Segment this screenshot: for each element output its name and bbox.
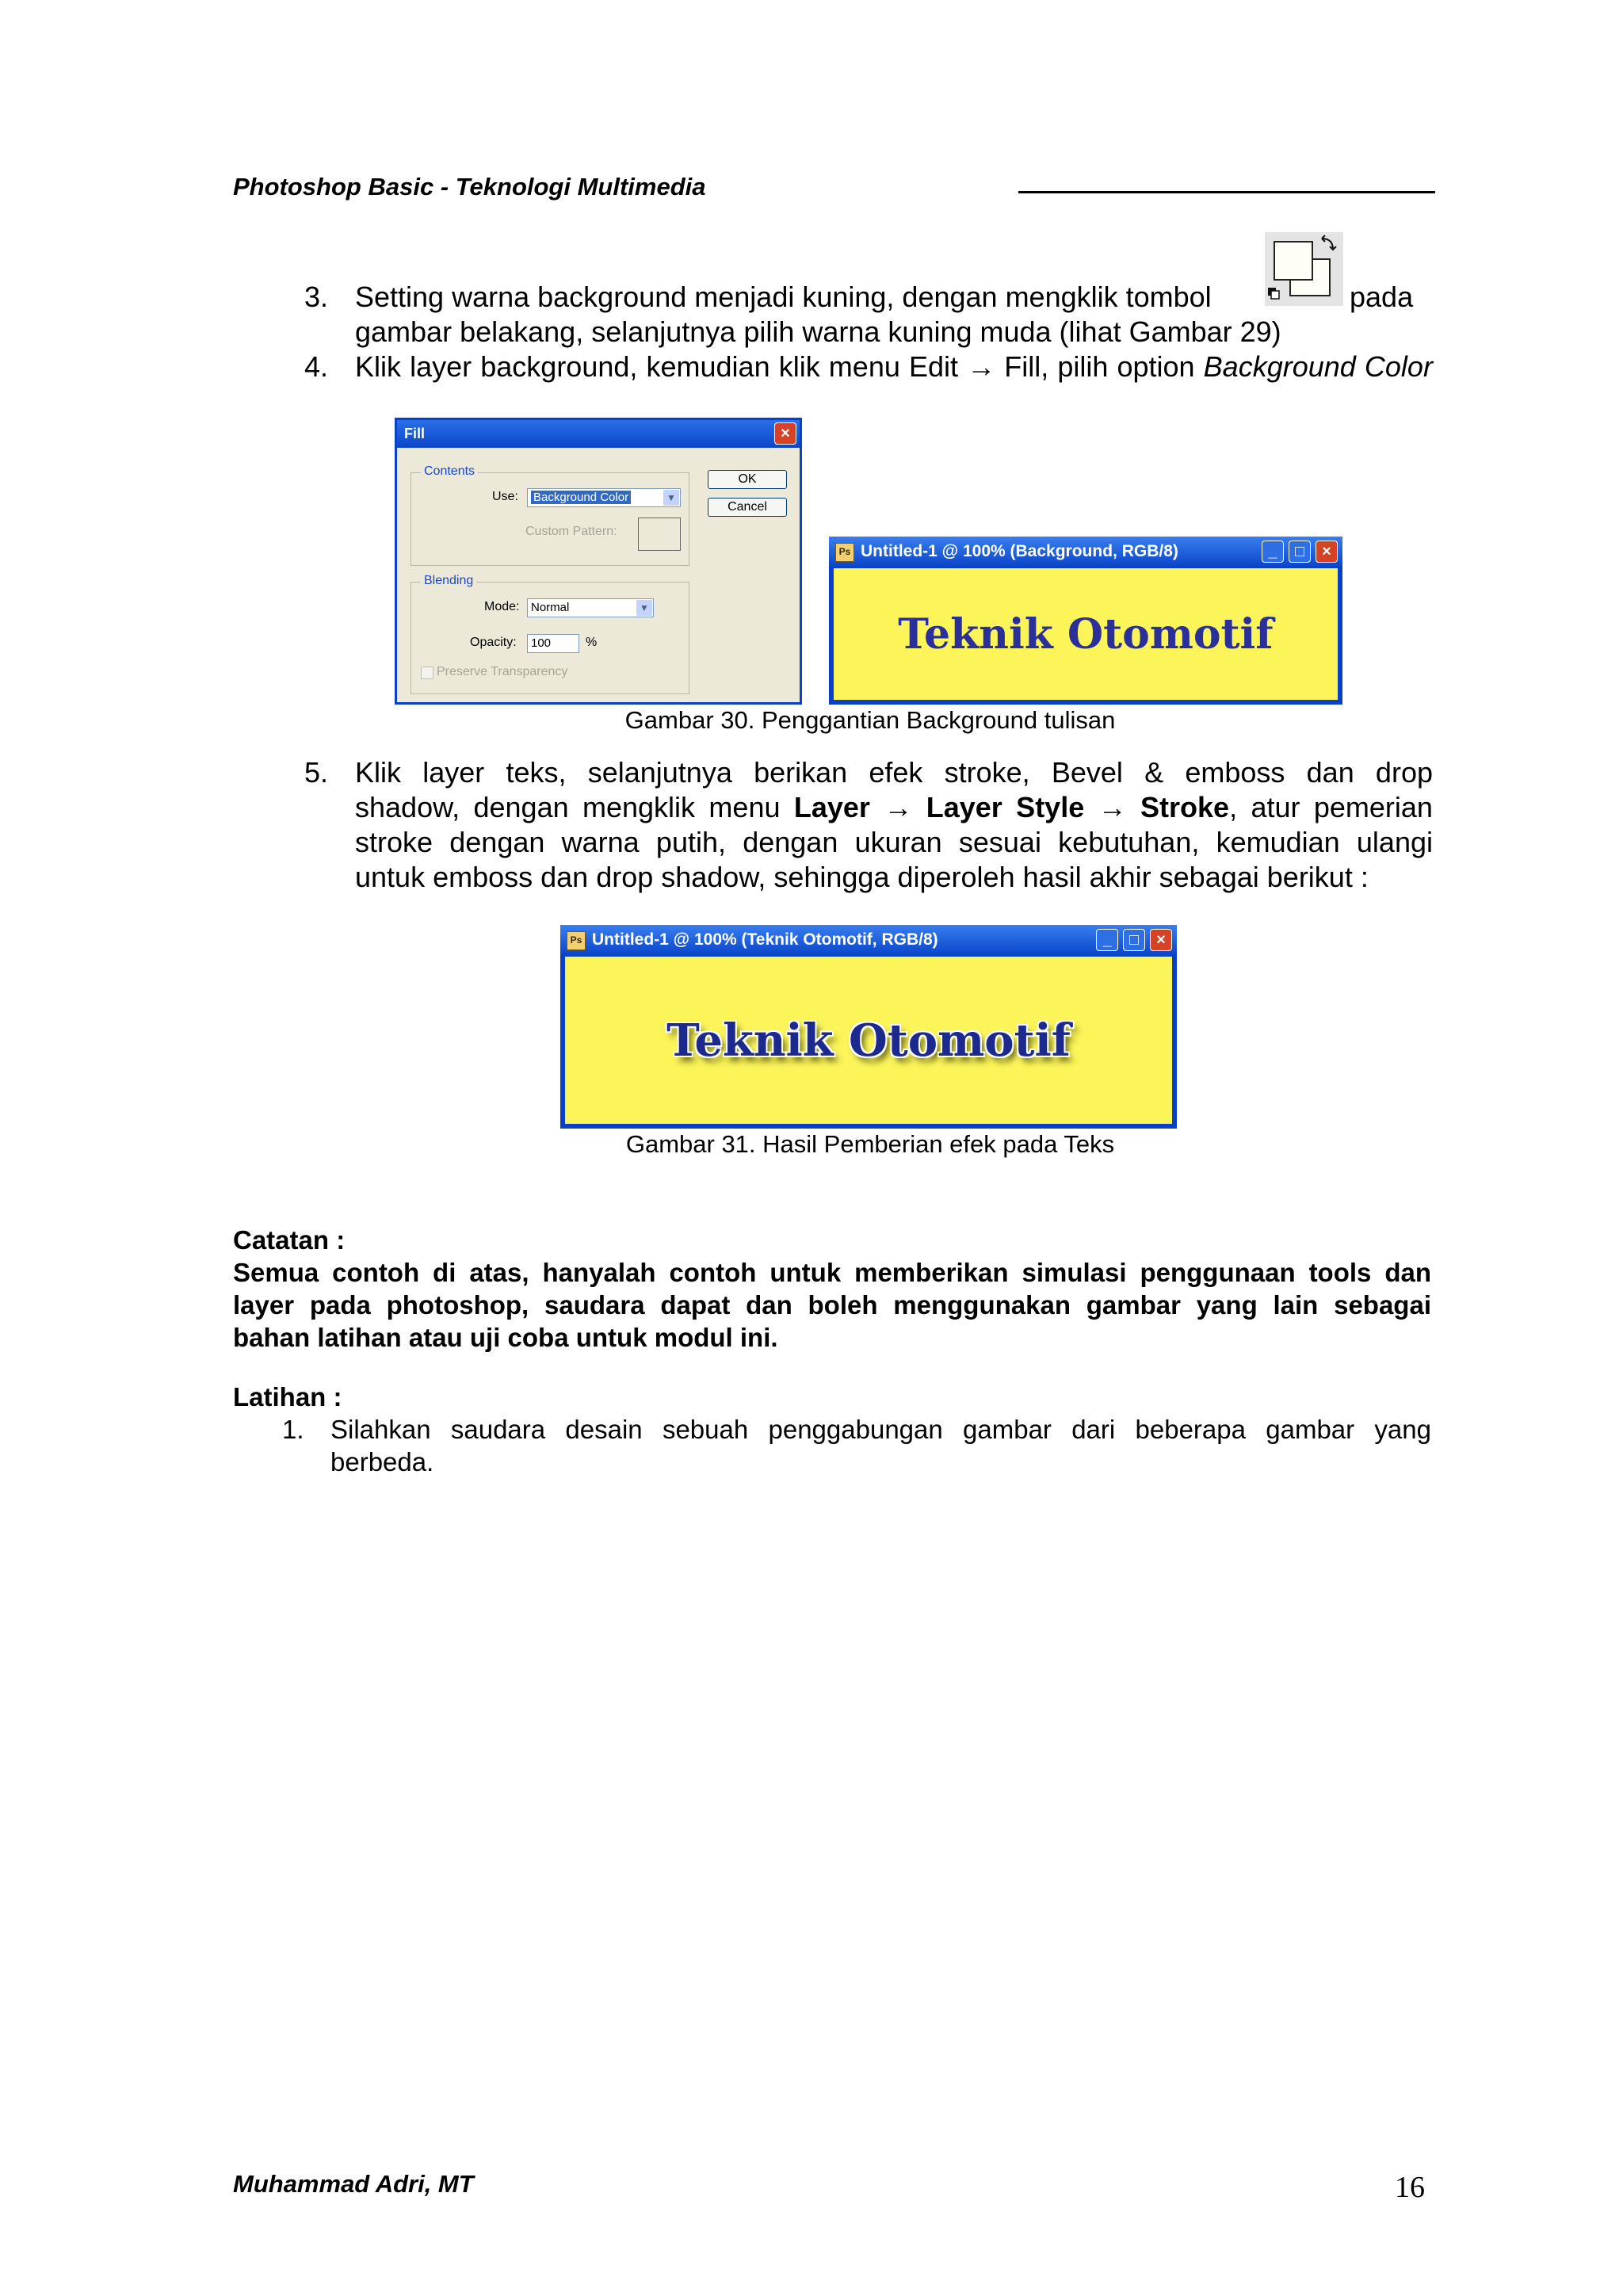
use-select[interactable] [527,488,681,507]
opacity-label: Opacity: [470,636,517,649]
blending-label: Blending [421,574,476,588]
photoshop-window-background [829,537,1342,705]
canvas-text: Teknik Otomotif [898,609,1274,659]
note-line1: Semua contoh di atas, hanyalah contoh untuk memberikan simulasi penggunaan tools dan [233,1258,1431,1287]
step-5-number: 5. [304,756,329,789]
opacity-unit: % [586,636,598,649]
menu-stroke: Stroke [1140,791,1230,823]
note-title: Catatan : [233,1225,346,1255]
latihan-title: Latihan : [233,1382,342,1412]
step-3-pada: pada [1350,281,1414,313]
fill-dialog [395,418,802,705]
close-icon[interactable]: × [1316,541,1338,563]
header-rule [1018,191,1435,193]
latihan-line1: Silahkan saudara desain sebuah penggabungan gambar dari beberapa gambar yang [330,1415,1431,1444]
use-label: Use: [492,490,518,503]
step-4-text2: Fill, pilih option [1004,350,1195,383]
photoshop-document-icon: Ps [835,543,854,562]
latihan-number: 1. [282,1415,304,1444]
header-title: Photoshop Basic - Teknologi Multimedia [233,173,706,201]
step-3-line2: gambar belakang, selanjutnya pilih warna kuning muda (lihat Gambar 29) [355,315,1281,348]
minimize-icon[interactable]: _ [1262,541,1284,563]
arrow-icon: → [1098,791,1127,823]
maximize-icon[interactable]: □ [1123,929,1145,951]
note-line2: layer pada photoshop, saudara dapat dan boleh menggunakan gambar yang lain sebagai [233,1290,1431,1320]
photoshop-document-icon: Ps [567,931,586,950]
mode-select[interactable] [527,598,654,617]
chevron-down-icon: ▼ [663,490,679,506]
step-4-text: Klik layer background, kemudian klik menu Edit [355,350,959,383]
opacity-input[interactable]: 100 [527,634,579,653]
custom-pattern-label: Custom Pattern: [525,525,617,538]
arrow-icon: → [884,791,913,823]
page-number: 16 [1395,2171,1425,2204]
mode-label: Mode: [484,600,520,613]
step-5-line4: untuk emboss dan drop shadow, sehingga diperoleh hasil akhir sebagai berikut : [355,861,1369,893]
menu-layer-style: Layer Style [926,791,1085,823]
pattern-picker [638,518,681,551]
mode-value: Normal [531,601,570,614]
cancel-button[interactable]: Cancel [708,498,787,517]
window-title-bar [560,925,1177,955]
step-4-number: 4. [304,350,329,383]
use-value: Background Color [531,491,631,504]
step-5-text-2: , atur pemerian [1229,791,1433,823]
step-3-number: 3. [304,281,329,313]
step-4-line1 [355,350,1433,384]
latihan-line2: berbeda. [330,1447,434,1477]
photoshop-window-result [560,925,1177,1129]
menu-layer: Layer [793,791,870,823]
note-line3: bahan latihan atau uji coba untuk modul ini. [233,1323,778,1352]
footer-author: Muhammad Adri, MT [233,2170,474,2198]
step-5-text: shadow, dengan mengklik menu [355,791,781,823]
step-5-line2 [355,790,1433,825]
canvas [565,957,1172,1124]
contents-label: Contents [421,464,478,479]
swap-colors-icon [1265,232,1343,306]
fill-dialog-title: Fill [397,420,800,448]
step-4-option: Background Color [1203,350,1433,383]
close-icon[interactable]: × [774,422,796,445]
preserve-transparency-label: Preserve Transparency [437,665,568,678]
close-icon[interactable]: × [1150,929,1172,951]
caption-gambar-31: Gambar 31. Hasil Pemberian efek pada Teks [625,1130,1115,1158]
step-5-line3: stroke dengan warna putih, dengan ukuran sesuai kebutuhan, kemudian ulangi [355,826,1433,858]
arrow-icon: → [967,350,996,383]
maximize-icon[interactable]: □ [1289,541,1311,563]
canvas [834,568,1338,700]
canvas-text: Teknik Otomotif [666,1014,1071,1067]
ok-button[interactable]: OK [708,470,787,489]
minimize-icon[interactable]: _ [1096,929,1118,951]
step-5-line1: Klik layer teks, selanjutnya berikan efek stroke, Bevel & emboss dan drop [355,756,1433,789]
window-title: Untitled-1 @ 100% (Teknik Otomotif, RGB/8) [592,930,938,949]
step-3-text: Setting warna background menjadi kuning, dengan mengklik tombol [355,281,1212,313]
window-title: Untitled-1 @ 100% (Background, RGB/8) [861,542,1178,560]
chevron-down-icon: ▼ [636,600,652,616]
caption-gambar-30: Gambar 30. Penggantian Background tulisan [624,706,1116,734]
preserve-transparency-checkbox[interactable] [421,667,433,679]
